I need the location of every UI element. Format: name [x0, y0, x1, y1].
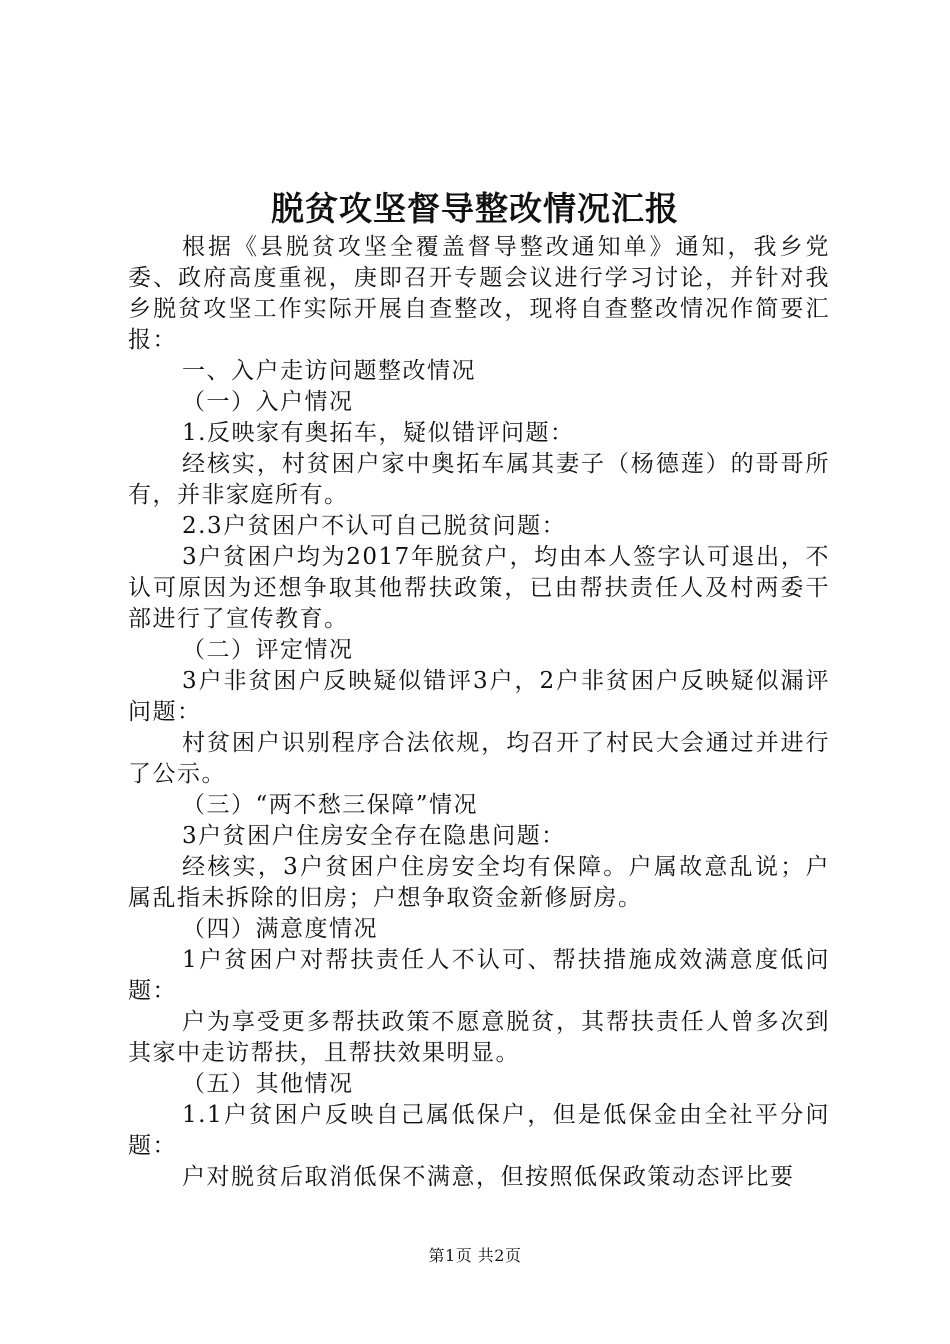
subsection-heading-4: （四）满意度情况	[182, 916, 378, 942]
paragraph-intro: 根据《县脱贫攻坚全覆盖督导整改通知单》通知，我乡党委、政府高度重视，庚即召开专题会议进行学习讨论，并针对我乡脱贫攻坚工作实际开展自查整改，现将自查整改情况作简要汇报：	[128, 234, 830, 353]
subsection-heading-3: （三）“两不愁三保障”情况	[182, 792, 479, 818]
issue-item: 3户非贫困户反映疑似错评3户，2户非贫困户反映疑似漏评问题：	[128, 668, 830, 725]
issue-response: 户为享受更多帮扶政策不愿意脱贫，其帮扶责任人曾多次到其家中走访帮扶，且帮扶效果明显。	[128, 1009, 830, 1066]
issue-item: 1.反映家有奥拓车，疑似错评问题：	[182, 420, 575, 446]
issue-response: 户对脱贫后取消低保不满意，但按照低保政策动态评比要	[182, 1164, 795, 1190]
page-number-footer: 第1页 共2页	[428, 1246, 522, 1265]
issue-item: 3户贫困户住房安全存在隐患问题：	[182, 823, 566, 849]
issue-response: 经核实，3户贫困户住房安全均有保障。户属故意乱说；户属乱指未拆除的旧房；户想争取资金新修厨房。	[128, 854, 830, 911]
subsection-heading-5: （五）其他情况	[182, 1071, 354, 1097]
issue-response: 经核实，村贫困户家中奥拓车属其妻子（杨德莲）的哥哥所有，并非家庭所有。	[128, 451, 830, 508]
subsection-heading-2: （二）评定情况	[182, 637, 354, 663]
issue-response: 村贫困户识别程序合法依规，均召开了村民大会通过并进行了公示。	[128, 730, 830, 787]
subsection-heading-1: （一）入户情况	[182, 389, 354, 415]
issue-item: 1.1户贫困户反映自己属低保户，但是低保金由全社平分问题：	[128, 1102, 830, 1159]
section-heading-1: 一、入户走访问题整改情况	[182, 358, 476, 384]
document-body	[128, 232, 830, 1193]
issue-response: 3户贫困户均为2017年脱贫户，均由本人签字认可退出，不认可原因为还想争取其他帮扶政策，已由帮扶责任人及村两委干部进行了宣传教育。	[128, 544, 830, 632]
issue-item: 1户贫困户对帮扶责任人不认可、帮扶措施成效满意度低问题：	[128, 947, 830, 1004]
document-title: 脱贫攻坚督导整改情况汇报	[271, 189, 679, 228]
issue-item: 2.3户贫困户不认可自己脱贫问题：	[182, 513, 567, 539]
